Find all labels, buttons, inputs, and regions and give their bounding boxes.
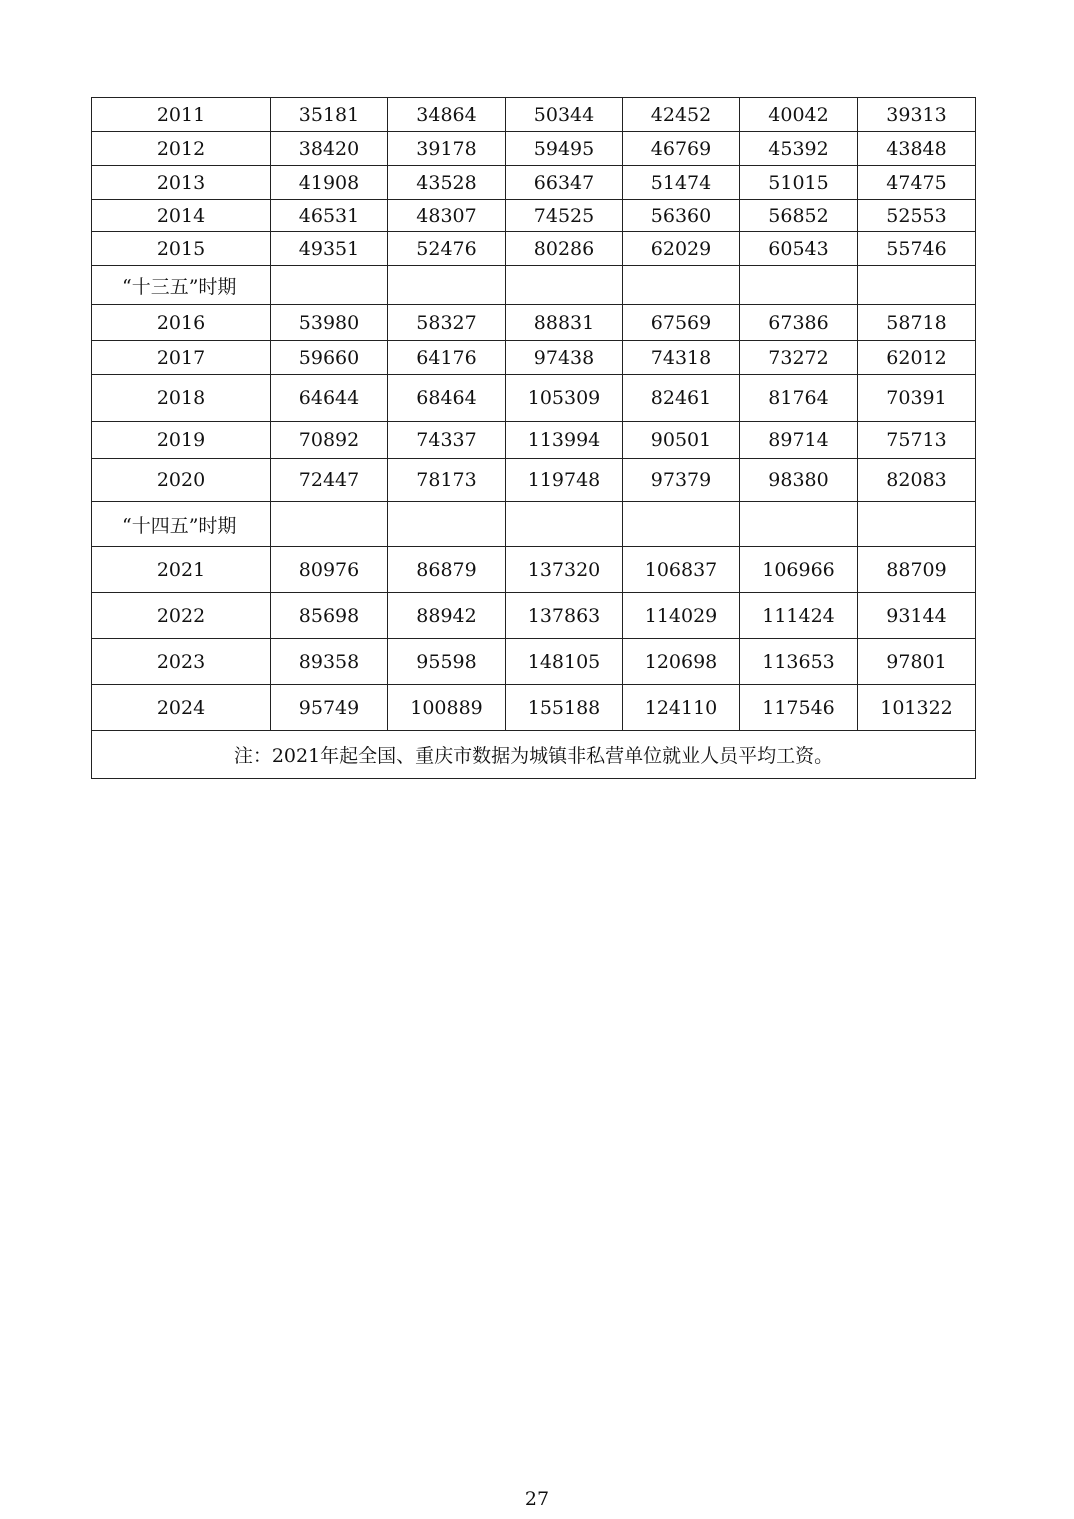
wage-value-cell: 100889 <box>388 685 506 731</box>
wage-value-cell: 42452 <box>623 98 740 132</box>
wage-value-cell: 45392 <box>740 132 858 166</box>
table-row <box>92 232 976 266</box>
wage-value-cell: 47475 <box>858 166 976 200</box>
empty-cell <box>858 266 976 305</box>
year-cell: 2012 <box>92 132 271 166</box>
wage-value-cell: 88942 <box>388 593 506 639</box>
year-cell: 2021 <box>92 547 271 593</box>
wage-value-cell: 78173 <box>388 459 506 502</box>
wage-value-cell: 66347 <box>506 166 623 200</box>
wage-value-cell: 74525 <box>506 200 623 232</box>
table-row <box>92 200 976 232</box>
empty-cell <box>271 502 388 547</box>
wage-value-cell: 53980 <box>271 305 388 341</box>
empty-cell <box>623 502 740 547</box>
year-cell: 2019 <box>92 422 271 459</box>
table-row <box>92 547 976 593</box>
year-cell: 2014 <box>92 200 271 232</box>
wage-table-container <box>91 97 975 779</box>
wage-value-cell: 80286 <box>506 232 623 266</box>
wage-value-cell: 74318 <box>623 341 740 375</box>
wage-value-cell: 88709 <box>858 547 976 593</box>
table-row <box>92 341 976 375</box>
wage-value-cell: 43848 <box>858 132 976 166</box>
wage-value-cell: 49351 <box>271 232 388 266</box>
table-row <box>92 98 976 132</box>
empty-cell <box>740 266 858 305</box>
table-row <box>92 422 976 459</box>
year-cell: 2011 <box>92 98 271 132</box>
table-row <box>92 132 976 166</box>
wage-value-cell: 55746 <box>858 232 976 266</box>
wage-value-cell: 85698 <box>271 593 388 639</box>
empty-cell <box>858 502 976 547</box>
wage-value-cell: 43528 <box>388 166 506 200</box>
table-row <box>92 166 976 200</box>
wage-value-cell: 34864 <box>388 98 506 132</box>
wage-value-cell: 39313 <box>858 98 976 132</box>
year-cell: 2016 <box>92 305 271 341</box>
wage-value-cell: 81764 <box>740 375 858 422</box>
wage-value-cell: 95749 <box>271 685 388 731</box>
wage-value-cell: 88831 <box>506 305 623 341</box>
table-row <box>92 639 976 685</box>
wage-value-cell: 70892 <box>271 422 388 459</box>
wage-value-cell: 74337 <box>388 422 506 459</box>
year-cell: 2022 <box>92 593 271 639</box>
empty-cell <box>740 502 858 547</box>
year-cell: 2013 <box>92 166 271 200</box>
wage-value-cell: 46769 <box>623 132 740 166</box>
wage-value-cell: 67386 <box>740 305 858 341</box>
empty-cell <box>506 502 623 547</box>
wage-value-cell: 97438 <box>506 341 623 375</box>
empty-cell <box>388 266 506 305</box>
wage-value-cell: 113994 <box>506 422 623 459</box>
wage-value-cell: 98380 <box>740 459 858 502</box>
table-row <box>92 375 976 422</box>
wage-value-cell: 137863 <box>506 593 623 639</box>
wage-value-cell: 56360 <box>623 200 740 232</box>
wage-value-cell: 59660 <box>271 341 388 375</box>
wage-value-cell: 40042 <box>740 98 858 132</box>
wage-value-cell: 80976 <box>271 547 388 593</box>
year-cell: 2020 <box>92 459 271 502</box>
wage-value-cell: 101322 <box>858 685 976 731</box>
empty-cell <box>271 266 388 305</box>
wage-value-cell: 124110 <box>623 685 740 731</box>
wage-value-cell: 46531 <box>271 200 388 232</box>
table-note: 注：2021年起全国、重庆市数据为城镇非私营单位就业人员平均工资。 <box>92 731 976 779</box>
wage-value-cell: 64176 <box>388 341 506 375</box>
table-row <box>92 593 976 639</box>
wage-value-cell: 114029 <box>623 593 740 639</box>
wage-value-cell: 73272 <box>740 341 858 375</box>
wage-value-cell: 67569 <box>623 305 740 341</box>
wage-value-cell: 82461 <box>623 375 740 422</box>
wage-value-cell: 60543 <box>740 232 858 266</box>
wage-value-cell: 72447 <box>271 459 388 502</box>
wage-value-cell: 68464 <box>388 375 506 422</box>
period-label: “十三五”时期 <box>92 266 271 305</box>
note-row <box>92 731 976 779</box>
page-number: 27 <box>524 1488 550 1510</box>
wage-value-cell: 58718 <box>858 305 976 341</box>
average-wage-table <box>91 97 976 779</box>
wage-value-cell: 75713 <box>858 422 976 459</box>
wage-value-cell: 51015 <box>740 166 858 200</box>
table-body <box>92 98 976 779</box>
wage-value-cell: 111424 <box>740 593 858 639</box>
table-row <box>92 305 976 341</box>
wage-value-cell: 48307 <box>388 200 506 232</box>
wage-value-cell: 106966 <box>740 547 858 593</box>
year-cell: 2018 <box>92 375 271 422</box>
wage-value-cell: 148105 <box>506 639 623 685</box>
empty-cell <box>388 502 506 547</box>
period-label: “十四五”时期 <box>92 502 271 547</box>
wage-value-cell: 95598 <box>388 639 506 685</box>
table-row <box>92 685 976 731</box>
wage-value-cell: 35181 <box>271 98 388 132</box>
wage-value-cell: 97801 <box>858 639 976 685</box>
wage-value-cell: 155188 <box>506 685 623 731</box>
wage-value-cell: 86879 <box>388 547 506 593</box>
year-cell: 2023 <box>92 639 271 685</box>
wage-value-cell: 137320 <box>506 547 623 593</box>
wage-value-cell: 41908 <box>271 166 388 200</box>
wage-value-cell: 117546 <box>740 685 858 731</box>
wage-value-cell: 38420 <box>271 132 388 166</box>
wage-value-cell: 52553 <box>858 200 976 232</box>
wage-value-cell: 51474 <box>623 166 740 200</box>
wage-value-cell: 105309 <box>506 375 623 422</box>
wage-value-cell: 120698 <box>623 639 740 685</box>
wage-value-cell: 59495 <box>506 132 623 166</box>
year-cell: 2017 <box>92 341 271 375</box>
empty-cell <box>506 266 623 305</box>
wage-value-cell: 90501 <box>623 422 740 459</box>
year-cell: 2024 <box>92 685 271 731</box>
wage-value-cell: 64644 <box>271 375 388 422</box>
period-header-row <box>92 502 976 547</box>
wage-value-cell: 52476 <box>388 232 506 266</box>
empty-cell <box>623 266 740 305</box>
wage-value-cell: 58327 <box>388 305 506 341</box>
wage-value-cell: 62029 <box>623 232 740 266</box>
wage-value-cell: 56852 <box>740 200 858 232</box>
wage-value-cell: 50344 <box>506 98 623 132</box>
wage-value-cell: 119748 <box>506 459 623 502</box>
wage-value-cell: 97379 <box>623 459 740 502</box>
period-header-row <box>92 266 976 305</box>
wage-value-cell: 62012 <box>858 341 976 375</box>
wage-value-cell: 89358 <box>271 639 388 685</box>
wage-value-cell: 93144 <box>858 593 976 639</box>
wage-value-cell: 89714 <box>740 422 858 459</box>
year-cell: 2015 <box>92 232 271 266</box>
wage-value-cell: 82083 <box>858 459 976 502</box>
wage-value-cell: 113653 <box>740 639 858 685</box>
wage-value-cell: 39178 <box>388 132 506 166</box>
table-row <box>92 459 976 502</box>
wage-value-cell: 106837 <box>623 547 740 593</box>
wage-value-cell: 70391 <box>858 375 976 422</box>
